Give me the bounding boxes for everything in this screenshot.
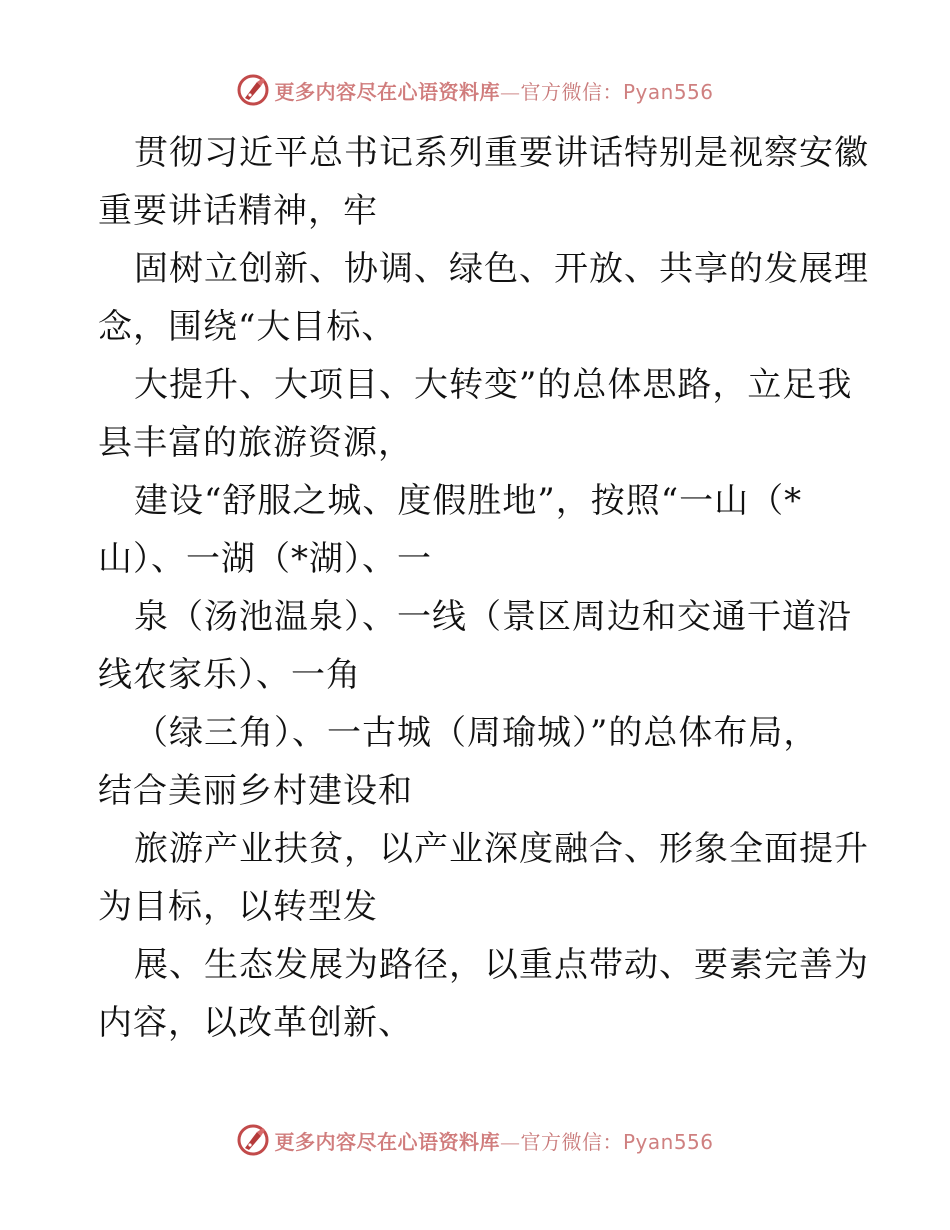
banner-wechat-id: Pyan556 [622, 1129, 714, 1154]
paragraph [98, 820, 869, 936]
paragraph [98, 124, 869, 240]
text-line: 旅游产业扶贫，以产业深度融合、形象全面提升 [134, 829, 869, 869]
text-line: 念，围绕“大目标、 [98, 307, 397, 347]
text-line: 展、生态发展为路径，以重点带动、要素完善为 [134, 945, 869, 985]
document-body [98, 124, 869, 1052]
banner-dash: — [499, 79, 521, 104]
text-line: 重要讲话精神，牢 [98, 191, 378, 231]
paragraph [98, 704, 858, 820]
footer-banner [0, 1120, 950, 1160]
pen-nib-seal-icon [236, 73, 270, 107]
text-line: 固树立创新、协调、绿色、开放、共享的发展理 [134, 249, 869, 289]
banner-wechat-id: Pyan556 [622, 79, 714, 104]
header-banner [0, 70, 950, 110]
banner-text [274, 76, 713, 105]
banner-wechat-label: 官方微信： [520, 79, 623, 104]
text-line: （绿三角）、一古城（周瑜城）”的总体布局， [134, 713, 819, 753]
text-line: 县丰富的旅游资源， [98, 423, 413, 463]
banner-title: 更多内容尽在心语资料库 [274, 1129, 500, 1154]
text-line: 结合美丽乡村建设和 [98, 771, 413, 811]
banner-dash: — [499, 1129, 521, 1154]
text-line: 内容，以改革创新、 [98, 1003, 413, 1043]
pen-nib-seal-icon [236, 1123, 270, 1157]
text-line: 泉（汤池温泉）、一线（景区周边和交通干道沿 [134, 597, 852, 637]
text-line: 线农家乐）、一角 [98, 655, 361, 695]
text-line: 为目标，以转型发 [98, 887, 378, 927]
paragraph [98, 936, 869, 1052]
paragraph [98, 240, 869, 356]
text-line: 建设“舒服之城、度假胜地”，按照“一山（* [134, 481, 803, 521]
paragraph [98, 472, 858, 588]
text-line: 贯彻习近平总书记系列重要讲话特别是视察安徽 [134, 133, 869, 173]
text-line: 山）、一湖（*湖）、一 [98, 539, 432, 579]
banner-text [274, 1126, 713, 1155]
paragraph [98, 356, 858, 472]
banner-title: 更多内容尽在心语资料库 [274, 79, 500, 104]
text-line: 大提升、大项目、大转变”的总体思路，立足我 [134, 365, 853, 405]
paragraph [98, 588, 858, 704]
banner-wechat-label: 官方微信： [520, 1129, 623, 1154]
